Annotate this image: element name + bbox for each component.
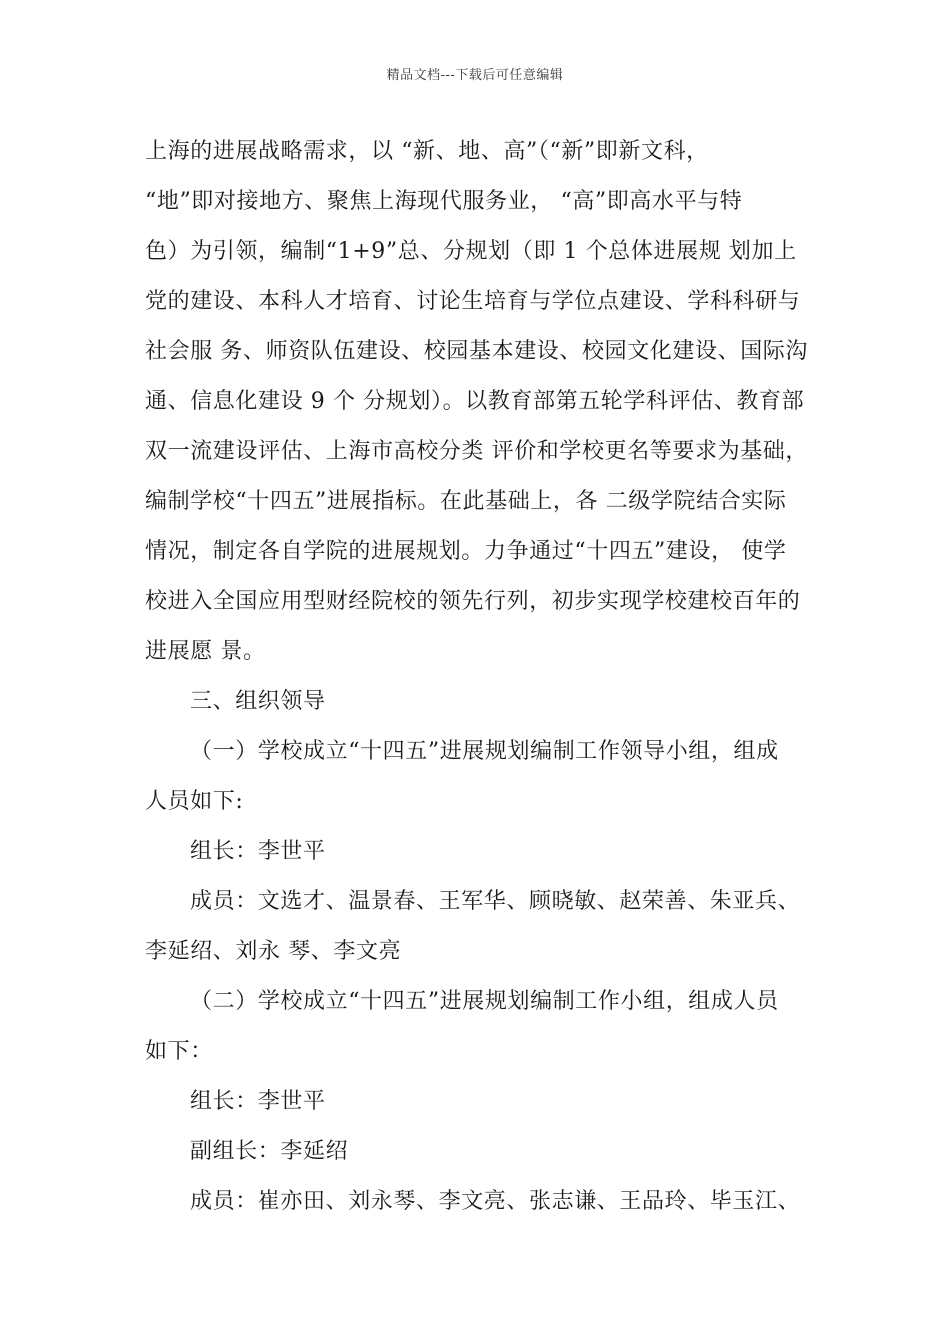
paragraph-line: 人员如下: [145, 789, 244, 814]
paragraph-line: 进展愿 景。 [145, 639, 266, 664]
subsection-heading: （一）学校成立“十四五”进展规划编制工作领导小组，组成 [190, 739, 779, 764]
section-heading: 三、组织领导 [190, 689, 326, 714]
paragraph-line: “地”即对接地方、聚焦上海现代服务业， “高”即高水平与特 [145, 189, 743, 214]
members-entry: 成员：文选才、温景春、王军华、顾晓敏、赵荣善、朱亚兵、 [190, 889, 801, 914]
members-entry: 成员：崔亦田、刘永琴、李文亮、张志谦、王品玲、毕玉江、 [190, 1189, 801, 1214]
paragraph-line: 情况，制定各自学院的进展规划。力争通过“十四五”建设， 使学 [145, 539, 787, 564]
paragraph-line: 党的建设、本科人才培育、讨论生培育与学位点建设、学科科研与 [145, 289, 801, 314]
page-header: 精品文档---下载后可任意编辑 [386, 68, 564, 83]
paragraph-line: 双一流建设评估、上海市高校分类 评价和学校更名等要求为基础， [145, 439, 808, 464]
paragraph-line: 校进入全国应用型财经院校的领先行列，初步实现学校建校百年的 [145, 589, 801, 614]
subsection-heading: （二）学校成立“十四五”进展规划编制工作小组，组成人员 [190, 989, 779, 1014]
paragraph-line: 社会服 务、师资队伍建设、校园基本建设、校园文化建设、国际沟 [145, 339, 808, 364]
leader-entry: 组长：李世平 [190, 839, 326, 864]
leader-entry: 组长：李世平 [190, 1089, 326, 1114]
paragraph-line: 通、信息化建设 9 个 分规划）。以教育部第五轮学科评估、教育部 [145, 389, 805, 414]
document-body [145, 127, 810, 1227]
deputy-leader-entry: 副组长：李延绍 [190, 1139, 349, 1164]
paragraph-line: 编制学校“十四五”进展指标。在此基础上，各 二级学院结合实际 [145, 489, 787, 514]
paragraph-line: 李延绍、刘永 琴、李文亮 [145, 939, 402, 964]
paragraph-line: 上海的进展战略需求，以 “新、地、高”（“新”即新文科， [145, 139, 709, 164]
paragraph-line: 如下： [145, 1039, 213, 1064]
paragraph-line: 色）为引领，编制“1+9”总、分规划（即 1 个总体进展规 划加上 [145, 239, 797, 264]
